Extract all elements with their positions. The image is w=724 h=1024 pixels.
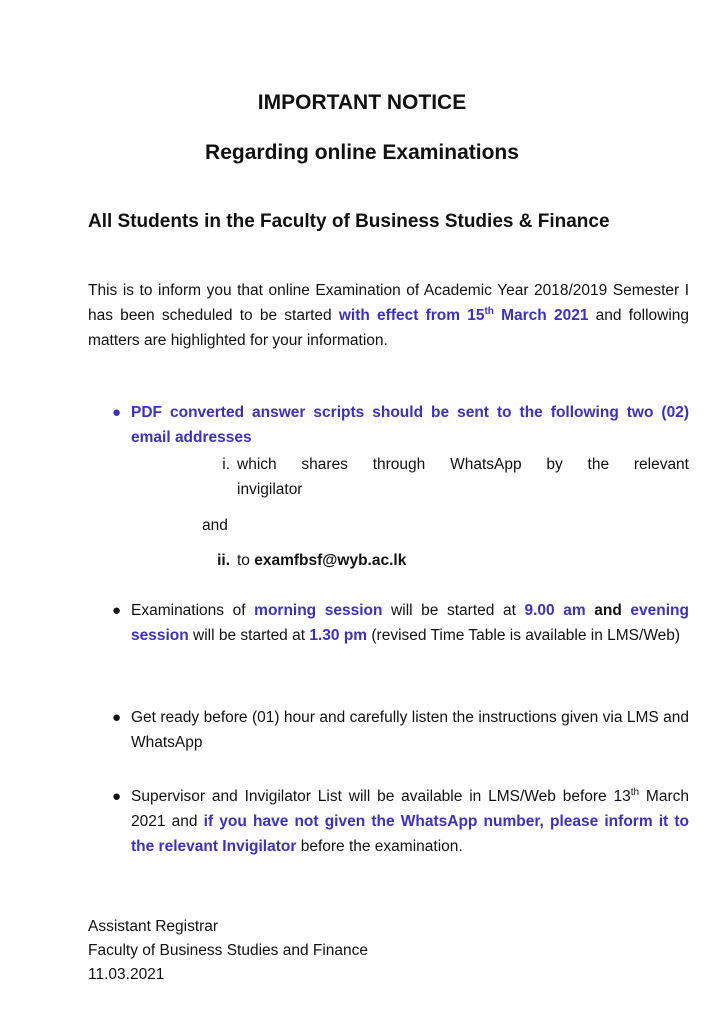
and-label: and: [202, 517, 228, 534]
bullet-icon: ●: [112, 404, 122, 421]
signature-title: Assistant Registrar: [88, 918, 219, 935]
sub-item-number: i.: [222, 456, 230, 473]
whatsapp-number-notice: if you have not given the WhatsApp number, please inform it to the relevant Invigilator: [131, 813, 689, 855]
bullet-sessions-text: Examinations of morning session will be started at 9.00 am and evening session will be started at 1.30 pm (revised Time Table is available in LMS/Web): [131, 602, 689, 644]
morning-session-time: 9.00 am: [524, 602, 586, 619]
bullet-ready-text: Get ready before (01) hour and carefully listen the instructions given via LMS and WhatsApp: [131, 709, 689, 751]
sub-item-number: ii.: [217, 552, 230, 569]
bullet-icon: ●: [112, 602, 122, 619]
bullet-supervisor-text: Supervisor and Invigilator List will be available in LMS/Web before 13th March 2021 and if you have not given the WhatsApp number, please inform it to the relevant Invigilator before the examination.: [131, 786, 689, 855]
bullet-pdf-scripts: [112, 400, 689, 450]
sub-item-email-text: to examfbsf@wyb.ac.lk: [237, 552, 407, 569]
sub-item-whatsapp: [200, 452, 689, 502]
intro-effective-date: with effect from 15th March 2021: [338, 305, 589, 324]
morning-session-label: morning session: [254, 602, 383, 619]
intro-paragraph: [88, 278, 689, 353]
signature-date: 11.03.2021: [88, 966, 165, 983]
exam-email-address: examfbsf@wyb.ac.lk: [254, 552, 407, 569]
sub-item-text-line2: invigilator: [237, 481, 303, 498]
notice-title: IMPORTANT NOTICE: [257, 91, 467, 114]
audience-heading: All Students in the Faculty of Business Studies & Finance: [88, 211, 610, 232]
bullet-pdf-text: PDF converted answer scripts should be sent to the following two (02) email addresses: [131, 404, 689, 446]
sub-item-email: [200, 548, 689, 573]
bullet-supervisor-list: [112, 784, 689, 859]
intro-text-part1: This is to inform you that online Examination of Academic Year 2018/2019 Semester I has been scheduled to be started: [88, 282, 689, 324]
bullet-icon: ●: [112, 788, 122, 805]
signature-block: [88, 915, 368, 987]
sub-item-text-line1: which shares through WhatsApp by the relevant: [237, 456, 689, 473]
evening-session-label: evening session: [131, 602, 689, 644]
evening-session-time: 1.30 pm: [309, 627, 368, 644]
signature-faculty: Faculty of Business Studies and Finance: [88, 942, 369, 959]
bullet-icon: ●: [112, 709, 122, 726]
intro-text-part2: and following matters are highlighted for your information.: [88, 307, 690, 349]
bullet-sessions: [112, 598, 689, 648]
bullet-get-ready: [112, 705, 689, 755]
notice-subtitle: Regarding online Examinations: [205, 141, 519, 164]
